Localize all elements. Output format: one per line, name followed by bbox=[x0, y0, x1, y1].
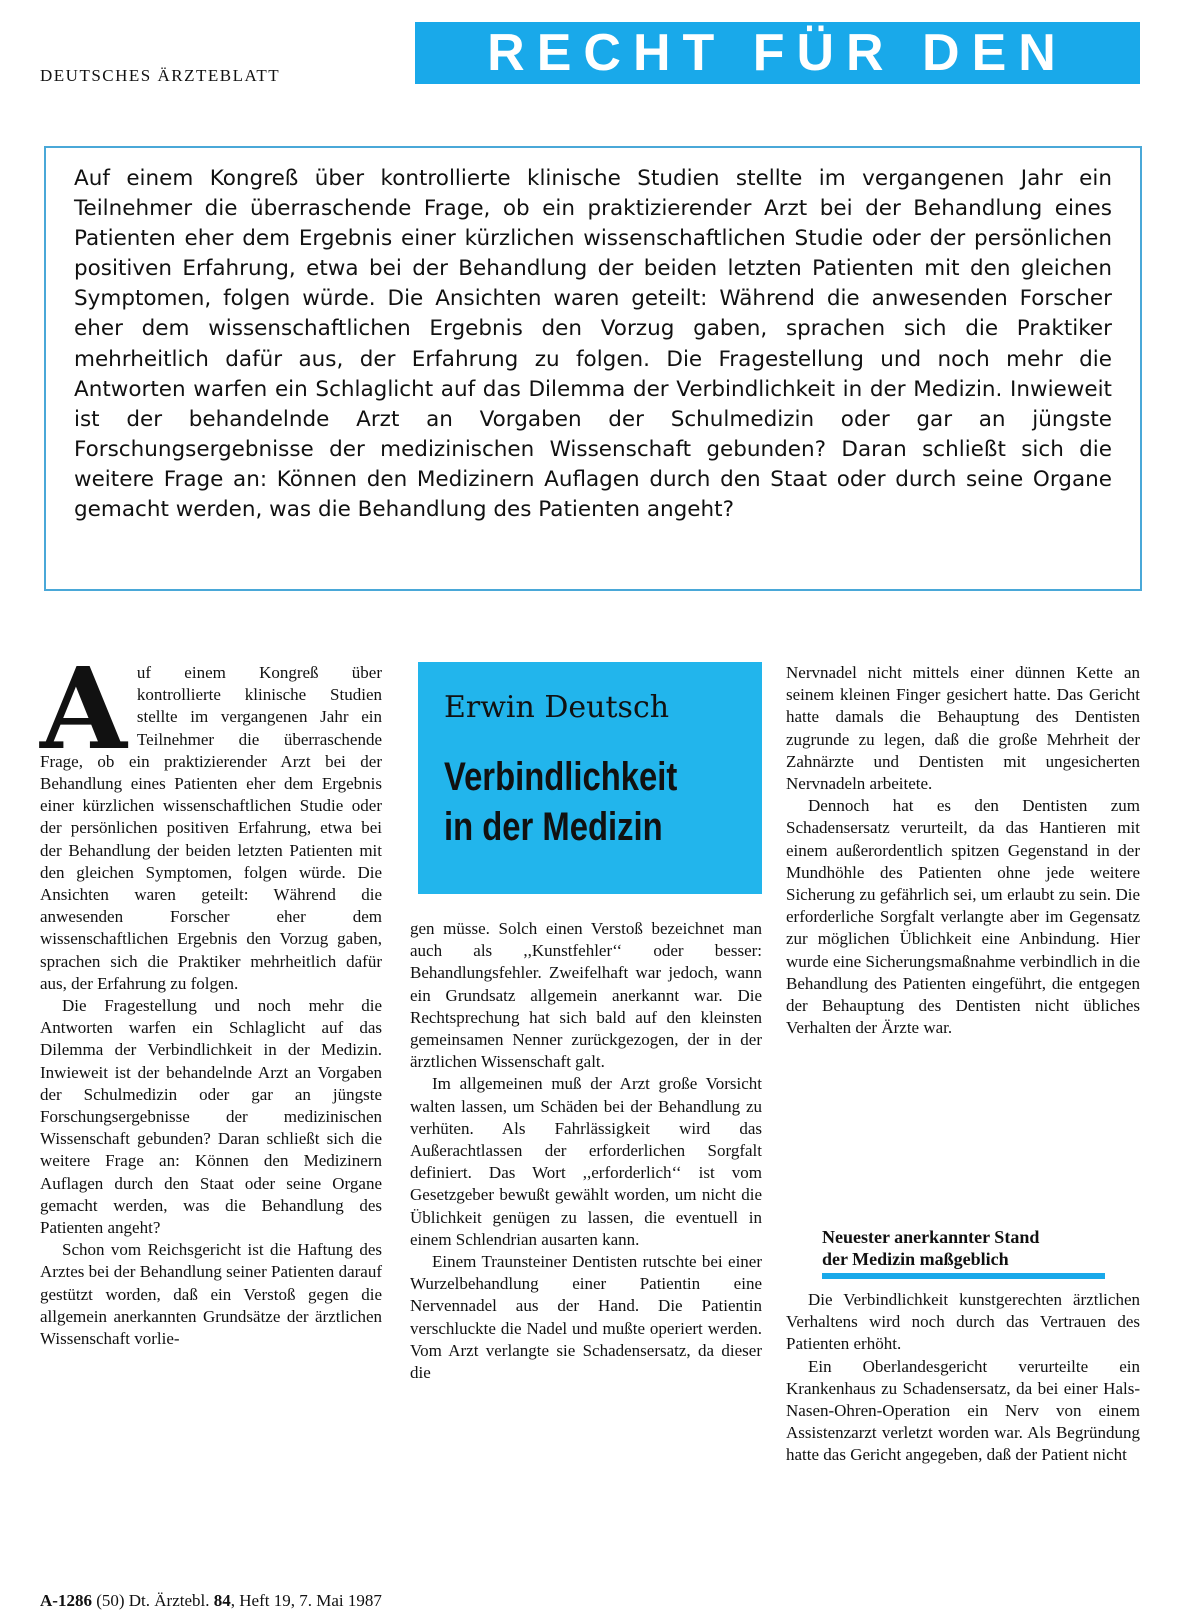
col1-paragraph-2: Die Fragestellung und noch mehr die Antworten warfen ein Schlaglicht auf das Dilemma der Verbindlichkeit in der Medizin. Inwieweit ist der behandelnde Arzt an Vorgaben der Schulmedizin oder gar an jüngste Forschungsergebnisse der medizinischen Wissenschaft gebunden? Daran schließt sich die weitere Frage an: Können den Medizinern Auflagen durch den Staat oder seine Organe gemacht werden, was die Behandlung des Patienten angeht? bbox=[40, 996, 382, 1238]
article-headline bbox=[444, 752, 677, 852]
drop-cap: A bbox=[40, 644, 127, 775]
citation-prefix: (50) Dt. Ärztebl. bbox=[96, 1591, 210, 1610]
headline-line-2: in der Medizin bbox=[444, 805, 663, 849]
subheading-underline bbox=[822, 1273, 1105, 1279]
section-banner: RECHT FÜR DEN ARZT bbox=[415, 22, 1140, 84]
column-2 bbox=[410, 918, 762, 1384]
col2-paragraph-1: gen müsse. Solch einen Verstoß bezeichnet man auch als ,,Kunstfehler‘‘ oder besser: Behandlungsfehler. Zweifelhaft war jedoch, wann ein Grundsatz allgemein anerkannt war. Die Rechtsprechung hat sich bald auf den kleinsten gemeinsamen Nenner zurückgezogen, der in der ärztlichen Wissenschaft galt. bbox=[410, 919, 762, 1072]
subheading bbox=[822, 1226, 1039, 1270]
headline-line-1: Verbindlichkeit bbox=[444, 755, 678, 799]
subheading-line-2: der Medizin maßgeblich bbox=[822, 1249, 1009, 1269]
col3-paragraph-4: Ein Oberlandesgericht verurteilte ein Krankenhaus zu Schadensersatz, da bei einer Hals-Nasen-Ohren-Operation ein Nerv von einem Assistenzarzt verletzt worden war. Als Begründung hatte das Gericht angegeben, daß der Patient nicht bbox=[786, 1356, 1140, 1465]
column-3-continued bbox=[786, 1289, 1140, 1467]
journal-name: DEUTSCHES ÄRZTEBLATT bbox=[40, 66, 281, 85]
column-1 bbox=[40, 644, 382, 1350]
col1-paragraph-1 bbox=[40, 644, 382, 995]
col2-paragraph-2: Im allgemeinen muß der Arzt große Vorsicht walten lassen, um Schäden bei der Behandlung zu verhüten. Als Fahrlässigkeit wird das Außerachtlassen der erforderlichen Sorgfalt definiert. Das Wort ,,erforderlich‘‘ ist vom Gesetzgeber bewußt gewählt worden, um nicht die Üblichkeit genügen zu lassen, die eventuell in einem Schlendrian ausarten kann. bbox=[410, 1074, 762, 1249]
col2-paragraph-3: Einem Traunsteiner Dentisten rutschte bei einer Wurzelbehandlung einer Patientin eine Nervennadel aus der Hand. Die Patientin verschluckte die Nadel und mußte operiert werden. Vom Arzt verlangte sie Schadensersatz, da dieser die bbox=[410, 1252, 762, 1383]
column-3 bbox=[786, 662, 1140, 1039]
col3-paragraph-1: Nervnadel nicht mittels einer dünnen Kette an seinem kleinen Finger gesichert hatte. Das Gericht hatte damals die Behauptung des Dentisten zugrunde zu legen, daß die große Mehrheit der Zahnärzte und Dentisten mit ungesicherten Nervnadeln arbeitete. bbox=[786, 663, 1140, 794]
page-footer bbox=[40, 1591, 382, 1611]
citation-suffix: , Heft 19, 7. Mai 1987 bbox=[230, 1591, 382, 1610]
page-number: A-1286 bbox=[40, 1591, 92, 1610]
col1-paragraph-1-text: uf einem Kongreß über kontrollierte klinische Studien stellte im vergangenen Jahr ein Teilnehmer die überraschende Frage, ob ein praktizierender Arzt bei der Behandlung eines Patienten eher dem Ergebnis einer kürzlichen wissenschaftlichen Studie oder der persönlichen positiven Erfahrung, etwa bei der Behandlung der beiden letzten Patienten mit den gleichen Symptomen, folgen würde. Die Ansichten waren geteilt: Während die anwesenden Forscher eher dem wissenschaftlichen Ergebnis den Vorzug gaben, sprachen sich die Praktiker mehrheitlich dafür aus, der Erfahrung zu folgen. bbox=[40, 663, 382, 993]
col3-paragraph-2: Dennoch hat es den Dentisten zum Schadensersatz verurteilt, da das Hantieren mit einem außerordentlich spitzen Gegenstand in der Mundhöhle des Patienten ohne jede weitere Sicherung zu gefährlich sei, um erlaubt zu sein. Die erforderliche Sorgfalt verlangte aber im Gegensatz zur möglichen Üblichkeit eine Anbindung. Hier wurde eine Sicherungsmaßnahme verbindlich in die Behandlung des Patienten eingeführt, die entgegen der Behauptung des Dentisten nicht übliches Verhalten der Ärzte war. bbox=[786, 796, 1140, 1038]
lead-paragraph: Auf einem Kongreß über kontrollierte klinische Studien stellte im vergangenen Jahr ein Teilnehmer die überraschende Frage, ob ein praktizierender Arzt bei der Behandlung eines Patienten eher dem Ergebnis einer kürzlichen wissenschaftlichen Studie oder der persönlichen positiven Erfahrung, etwa bei der Behandlung der beiden letzten Patienten mit den gleichen Symptomen, folgen würde. Die Ansichten waren geteilt: Während die anwesenden Forscher eher dem wissenschaftlichen Ergebnis den Vorzug gaben, sprachen sich die Praktiker mehrheitlich dafür aus, der Erfahrung zu folgen. Die Fragestellung und noch mehr die Antworten warfen ein Schlaglicht auf das Dilemma der Verbindlichkeit in der Medizin. Inwieweit ist der behandelnde Arzt an Vorgaben der Schulmedizin oder gar an jüngste Forschungsergebnisse der medizinischen Wissenschaft gebunden? Daran schließt sich die weitere Frage an: Können den Medizinern Auflagen durch den Staat oder durch seine Organe gemacht werden, was die Behandlung des Patienten angeht? bbox=[74, 166, 1112, 523]
col3-paragraph-3: Die Verbindlichkeit kunstgerechten ärztlichen Verhaltens wird noch durch das Vertrauen des Patienten erhöht. bbox=[786, 1290, 1140, 1354]
subheading-line-1: Neuester anerkannter Stand bbox=[822, 1227, 1040, 1247]
volume-number: 84 bbox=[213, 1591, 231, 1610]
col1-paragraph-3: Schon vom Reichsgericht ist die Haftung des Arztes bei der Behandlung seiner Patienten darauf gestützt worden, daß ein Verstoß gegen die allgemein anerkannten Grundsätze der ärztlichen Wissenschaft vorlie- bbox=[40, 1240, 382, 1349]
author-name: Erwin Deutsch bbox=[444, 690, 670, 725]
